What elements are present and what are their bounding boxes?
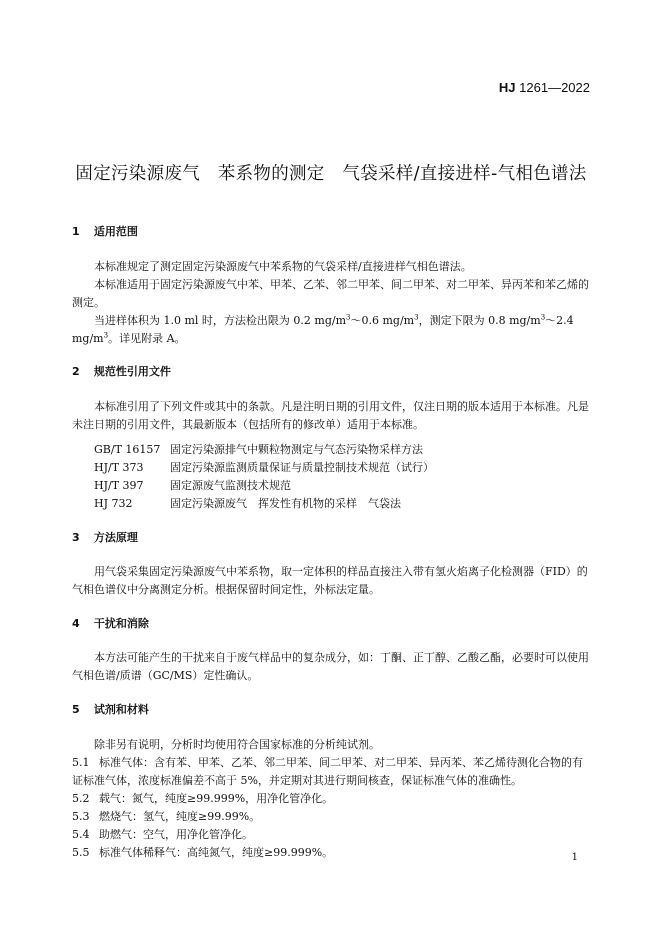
clause-5-5: [72, 844, 592, 862]
section-1-para-1: 本标准规定了测定固定污染源废气中苯系物的气袋采样/直接进样气相色谱法。: [94, 260, 472, 273]
section-4-para-1: 本方法可能产生的干扰来自于废气样品中的复杂成分，如：丁酮、正丁醇、乙酸乙酯，必要时可以使用气相色谱/质谱（GC/MS）定性确认。: [72, 651, 589, 682]
clause-text: 标准气体稀释气：高纯氮气，纯度≥99.999%。: [99, 846, 334, 859]
reference-code: HJ/T 397: [94, 479, 144, 492]
reference-title: 固定污染源废气 挥发性有机物的采样 气袋法: [170, 497, 401, 510]
section-number: 5: [72, 703, 80, 716]
section-number: 2: [72, 365, 80, 378]
clause-5-2: [72, 790, 592, 808]
clause-5-4: [72, 826, 592, 844]
reference-code: GB/T 16157: [94, 443, 161, 456]
section-2-para-1: 本标准引用了下列文件或其中的条款。凡是注明日期的引用文件，仅注日期的版本适用于本标准。凡是未注日期的引用文件，其最新版本（包括所有的修改单）适用于本标准。: [72, 400, 589, 431]
standard-prefix: HJ: [498, 80, 516, 95]
reference-code: HJ/T 373: [94, 461, 144, 474]
reference-row: [94, 459, 434, 477]
reference-row: [94, 477, 434, 495]
section-number: 4: [72, 617, 80, 630]
section-3-heading: [72, 529, 138, 545]
clause-number: 5.5: [72, 846, 90, 859]
section-number: 1: [72, 225, 80, 238]
section-number: 3: [72, 531, 80, 544]
normative-references-list: [94, 441, 434, 513]
clause-5-3: [72, 808, 592, 826]
clause-text: 燃烧气：氢气，纯度≥99.99%。: [99, 810, 261, 823]
clause-5-1: [72, 754, 592, 790]
standard-code: [499, 80, 590, 95]
clause-text: 标准气体：含有苯、甲苯、乙苯、邻二甲苯、间二甲苯、对二甲苯、异丙苯、苯乙烯待测化合物的有证标准气体，浓度标准偏差不高于 5%，并定期对其进行期间核查，保证标准气体的准确性。: [72, 756, 583, 787]
section-5-heading: [72, 701, 149, 717]
reference-title: 固定污染源排气中颗粒物测定与气态污染物采样方法: [170, 443, 423, 456]
reference-title: 固定源废气监测技术规范: [170, 479, 291, 492]
clause-text: 载气：氮气，纯度≥99.999%，用净化管净化。: [99, 792, 334, 805]
section-1-heading: [72, 223, 138, 239]
reference-row: [94, 495, 434, 513]
reference-code: HJ 732: [94, 497, 133, 510]
clause-text: 助燃气：空气，用净化管净化。: [99, 828, 253, 841]
reference-row: [94, 441, 434, 459]
clause-number: 5.4: [72, 828, 90, 841]
page-number: 1: [571, 852, 578, 863]
section-5-para-1: 除非另有说明，分析时均使用符合国家标准的分析纯试剂。: [94, 738, 380, 751]
section-1-para-3: 当进样体积为 1.0 ml 时，方法检出限为 0.2 $mg/m^3\sim 0.6$ $mg/m^3$，测定下限为 0.8 $mg/m^3\sim 2.4$ $mg/m^3$。详见附录 A。: [72, 313, 574, 345]
section-title: 试剂和材料: [93, 703, 149, 716]
section-title: 方法原理: [93, 531, 138, 544]
section-4-heading: [72, 615, 149, 631]
section-1-para-2: 本标准适用于固定污染源废气中苯、甲苯、乙苯、邻二甲苯、间二甲苯、对二甲苯、异丙苯和苯乙烯的测定。: [72, 278, 589, 309]
document-title: 固定污染源废气 苯系物的测定 气袋采样/直接进样-气相色谱法: [75, 164, 587, 184]
clause-number: 5.1: [72, 756, 90, 769]
clause-number: 5.2: [72, 792, 90, 805]
standard-number: 1261—2022: [519, 80, 590, 95]
section-2-heading: [72, 363, 171, 379]
section-title: 适用范围: [93, 225, 138, 238]
reference-title: 固定污染源监测质量保证与质量控制技术规范（试行）: [170, 461, 434, 474]
section-3-para-1: 用气袋采集固定污染源废气中苯系物，取一定体积的样品直接注入带有氢火焰离子化检测器（FID）的气相色谱仪中分离测定分析。根据保留时间定性，外标法定量。: [72, 565, 588, 596]
section-title: 规范性引用文件: [93, 365, 171, 378]
section-title: 干扰和消除: [93, 617, 149, 630]
clause-number: 5.3: [72, 810, 90, 823]
